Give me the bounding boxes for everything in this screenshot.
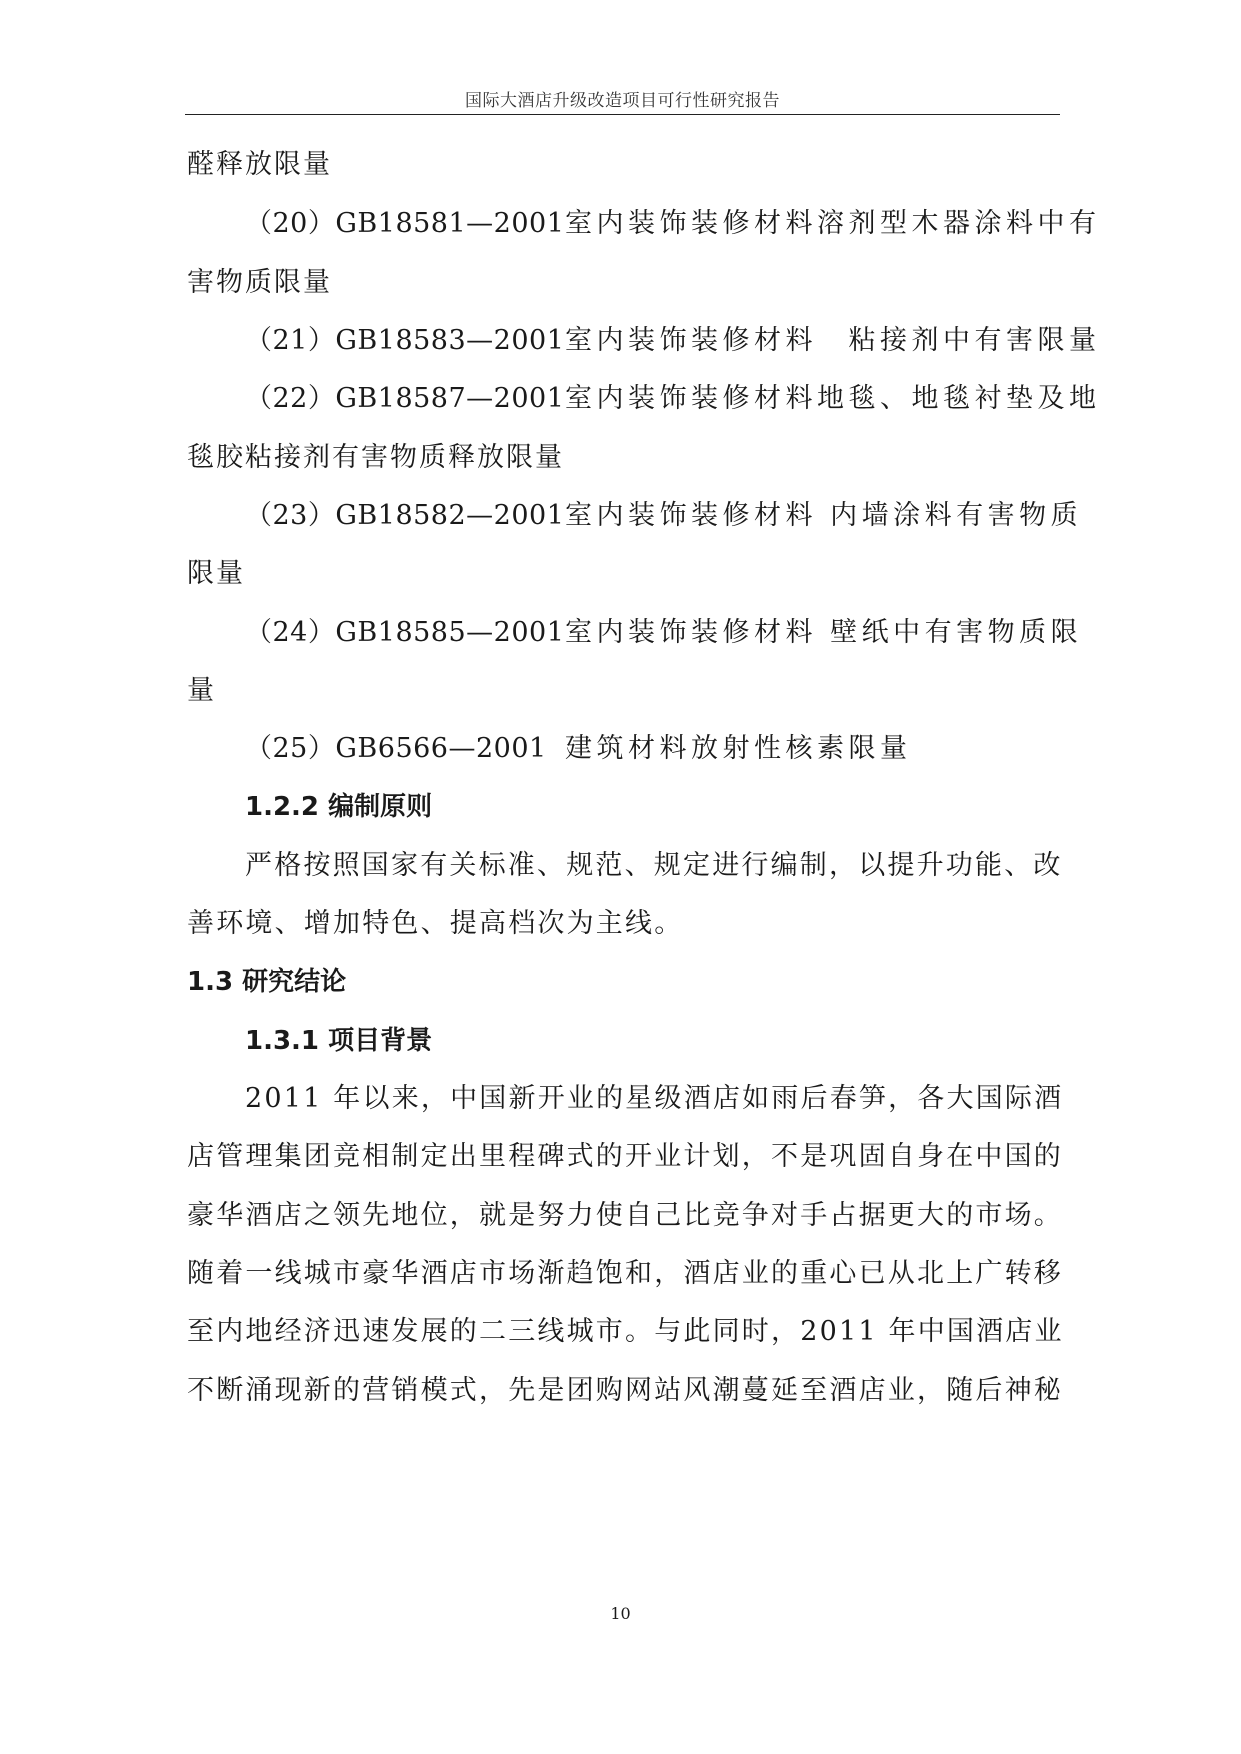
standard-title: 室内装饰装修材料 粘接剂中有害限量 — [565, 325, 1101, 356]
standard-title: 室内装饰装修材料 内墙涂料有害物质 — [565, 500, 1083, 531]
paragraph-line: 2011 年以来，中国新开业的星级酒店如雨后春笋，各大国际酒 — [245, 1083, 1064, 1114]
text-line: 毯胶粘接剂有害物质释放限量 — [187, 442, 564, 473]
header-rule — [185, 114, 1060, 115]
text-line: 量 — [187, 675, 216, 706]
standard-title: 室内装饰装修材料溶剂型木器涂料中有 — [565, 208, 1101, 239]
paragraph-line: 店管理集团竞相制定出里程碑式的开业计划，不是巩固自身在中国的 — [187, 1141, 1063, 1172]
text-line: 醛释放限量 — [187, 149, 332, 180]
paragraph-line: 豪华酒店之领先地位，就是努力使自己比竞争对手占据更大的市场。 — [187, 1200, 1063, 1231]
text-line: 限量 — [187, 558, 245, 589]
standard-number: （22）GB18587—2001 — [245, 383, 565, 414]
paragraph-line: 随着一线城市豪华酒店市场渐趋饱和，酒店业的重心已从北上广转移 — [187, 1258, 1063, 1289]
standard-title: 建筑材料放射性核素限量 — [565, 733, 912, 764]
page-number: 10 — [610, 1604, 631, 1623]
standard-number: （23）GB18582—2001 — [245, 500, 565, 531]
standard-number: （25）GB6566—2001 — [245, 733, 547, 764]
standard-title: 室内装饰装修材料 壁纸中有害物质限 — [565, 617, 1083, 648]
paragraph-line: 善环境、增加特色、提高档次为主线。 — [187, 908, 684, 939]
standard-number: （24）GB18585—2001 — [245, 617, 565, 648]
paragraph-line: 至内地经济迅速发展的二三线城市。与此同时，2011 年中国酒店业 — [187, 1316, 1064, 1347]
section-heading: 1.3 研究结论 — [187, 967, 347, 997]
paragraph-line: 严格按照国家有关标准、规范、规定进行编制，以提升功能、改 — [245, 850, 1063, 881]
text-line: 害物质限量 — [187, 267, 332, 298]
running-header: 国际大酒店升级改造项目可行性研究报告 — [465, 91, 780, 111]
standard-number: （21）GB18583—2001 — [245, 325, 565, 356]
standard-title: 室内装饰装修材料地毯、地毯衬垫及地 — [565, 383, 1101, 414]
paragraph-line: 不断涌现新的营销模式，先是团购网站风潮蔓延至酒店业，随后神秘 — [187, 1375, 1063, 1406]
section-heading: 1.3.1 项目背景 — [245, 1026, 433, 1056]
section-heading: 1.2.2 编制原则 — [245, 792, 433, 822]
standard-number: （20）GB18581—2001 — [245, 208, 565, 239]
